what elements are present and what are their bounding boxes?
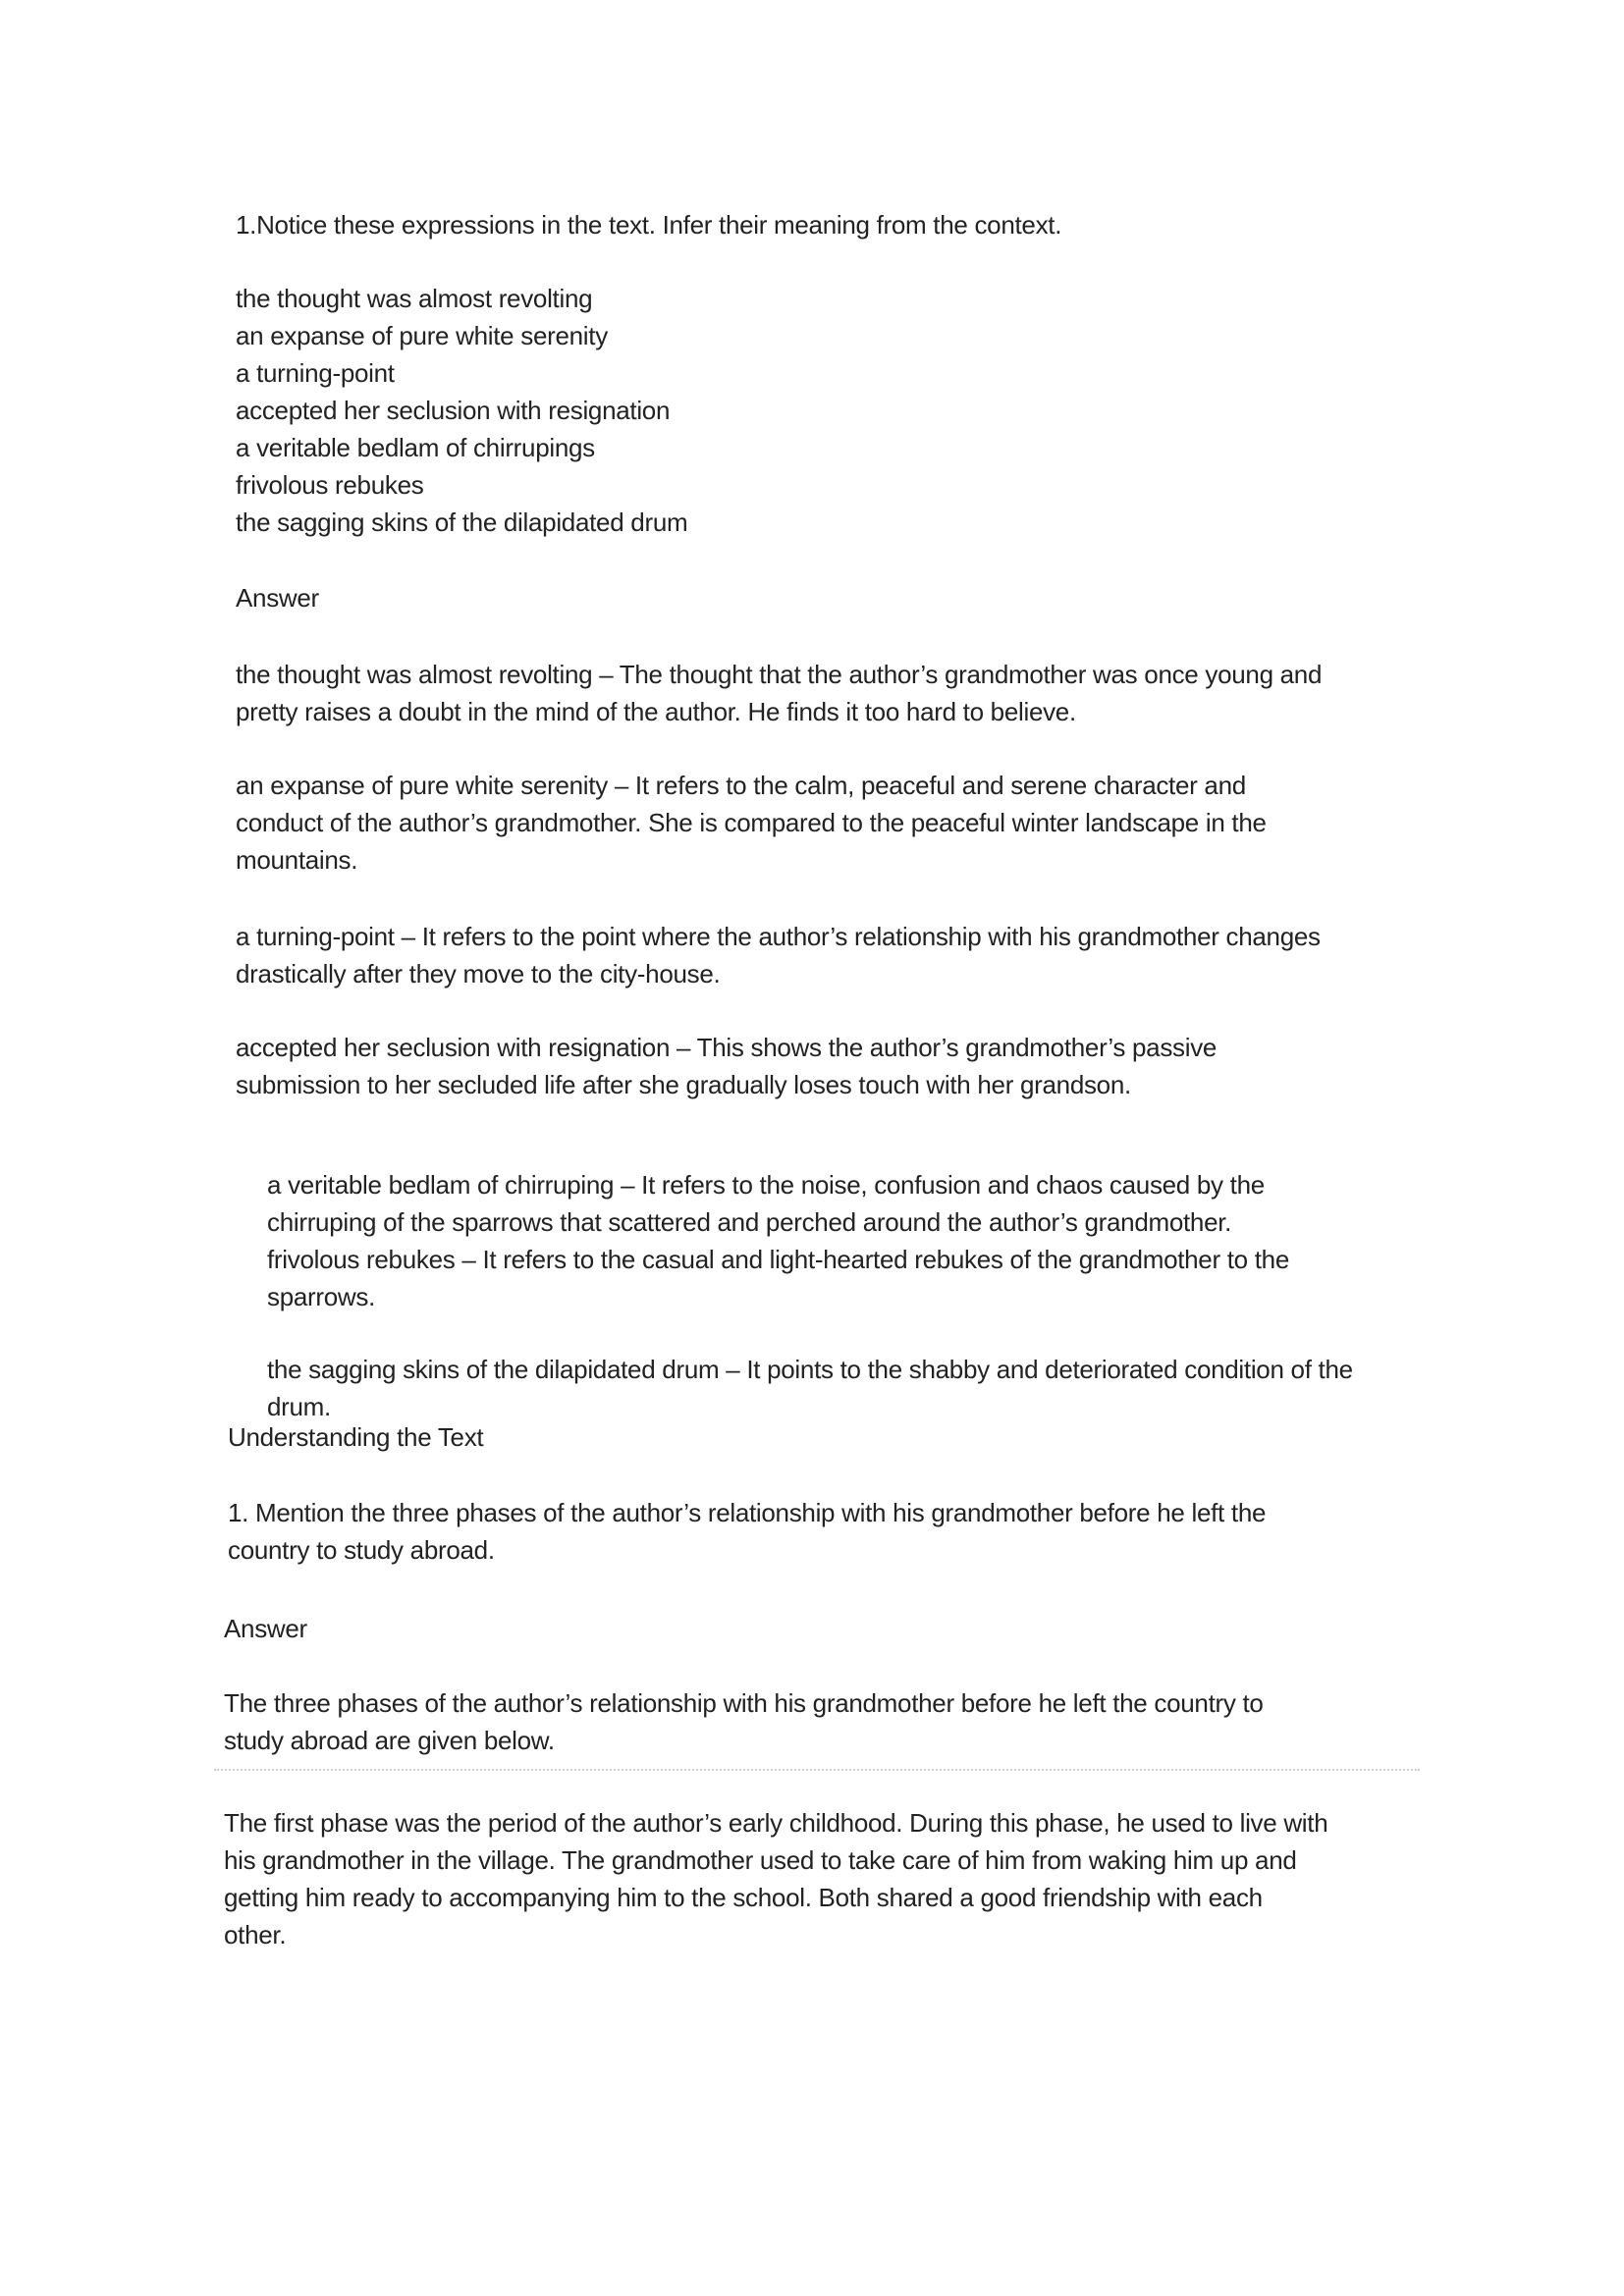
question-1-prompt: 1.Notice these expressions in the text. Infer their meaning from the context.: [236, 210, 1062, 240]
answer-line: accepted her seclusion with resignation – This shows the author’s grandmother’s passive: [236, 1033, 1218, 1062]
answer-intro: [224, 1684, 1264, 1759]
answer-line: his grandmother in the village. The grandmother used to take care of him from waking him up and: [224, 1845, 1297, 1875]
answer-paragraph: [236, 767, 1267, 879]
expression-item: a turning-point: [236, 358, 395, 388]
answer-line: drastically after they move to the city-house.: [236, 959, 721, 988]
answer-line: getting him ready to accompanying him to the school. Both shared a good friendship with each: [224, 1883, 1263, 1912]
expression-item: the sagging skins of the dilapidated drum: [236, 507, 688, 537]
expressions-list: [236, 280, 687, 541]
expression-item: the thought was almost revolting: [236, 284, 593, 313]
answer-line: a veritable bedlam of chirruping – It refers to the noise, confusion and chaos caused by the: [267, 1170, 1265, 1200]
answer-line: a turning-point – It refers to the point where the author’s relationship with his grandmother changes: [236, 922, 1321, 951]
answer-line: pretty raises a doubt in the mind of the author. He finds it too hard to believe.: [236, 697, 1076, 726]
answer-line: submission to her secluded life after she gradually loses touch with her grandson.: [236, 1070, 1131, 1099]
question-line: 1. Mention the three phases of the author’s relationship with his grandmother before he left the: [228, 1498, 1267, 1527]
answer-line: frivolous rebukes – It refers to the casual and light-hearted rebukes of the grandmother to the: [267, 1245, 1290, 1274]
answer-line: mountains.: [236, 845, 358, 875]
answer-line: the thought was almost revolting – The thought that the author’s grandmother was once young and: [236, 660, 1323, 689]
question-line: country to study abroad.: [228, 1535, 495, 1565]
answer-line: chirruping of the sparrows that scattered and perched around the author’s grandmother.: [267, 1207, 1232, 1237]
answer-label: Answer: [224, 1614, 307, 1643]
expression-item: a veritable bedlam of chirrupings: [236, 433, 595, 462]
answer-paragraph: [236, 1029, 1217, 1103]
section-divider: [214, 1769, 1420, 1771]
answer-paragraph: [236, 656, 1322, 730]
answer-line: the sagging skins of the dilapidated drum – It points to the shabby and deteriorated condition of the: [267, 1355, 1353, 1384]
answer-line: study abroad are given below.: [224, 1726, 555, 1755]
answer-line: The three phases of the author’s relationship with his grandmother before he left the country to: [224, 1688, 1264, 1718]
answer-line: an expanse of pure white serenity – It refers to the calm, peaceful and serene character and: [236, 771, 1246, 800]
answer-line: conduct of the author’s grandmother. She is compared to the peaceful winter landscape in the: [236, 808, 1267, 837]
answer-line: sparrows.: [267, 1282, 375, 1311]
answer-line: drum.: [267, 1392, 331, 1421]
answer-paragraph: [267, 1351, 1353, 1425]
answer-paragraph: [267, 1166, 1289, 1315]
answer-line: other.: [224, 1920, 287, 1949]
answer-paragraph: [236, 918, 1321, 992]
answer-label: Answer: [236, 583, 319, 613]
expression-item: frivolous rebukes: [236, 470, 424, 500]
first-phase-paragraph: [224, 1804, 1327, 1953]
answer-line: The first phase was the period of the author’s early childhood. During this phase, he used to live with: [224, 1808, 1328, 1838]
understanding-question: [228, 1494, 1266, 1569]
expression-item: an expanse of pure white serenity: [236, 321, 608, 350]
section-heading: Understanding the Text: [228, 1422, 484, 1452]
expression-item: accepted her seclusion with resignation: [236, 396, 671, 425]
